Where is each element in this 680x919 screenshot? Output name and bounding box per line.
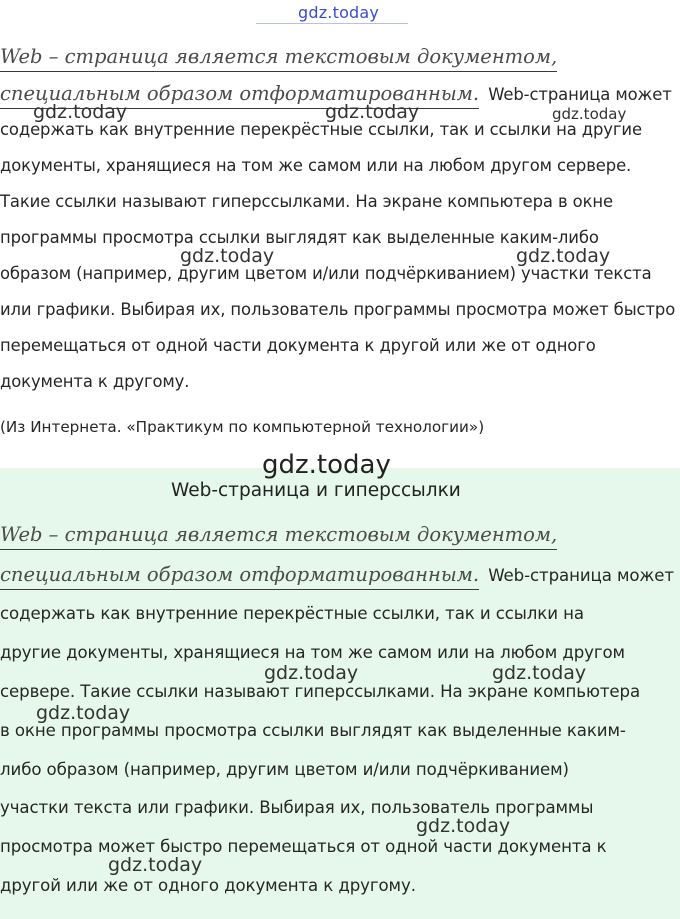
section1-italic-line-2: специальным образом отформатированным. <box>0 82 479 109</box>
top-divider <box>256 23 408 24</box>
section2-text-line: сервере. Такие ссылки называют гиперссылками. На экране компьютера <box>0 682 641 701</box>
watermark: gdz.today <box>325 101 420 123</box>
section1-line-2-rest: Web-страница может <box>488 85 672 104</box>
section1-text-line: документы, хранящиеся на том же самом или на любом другом сервере. <box>0 156 632 175</box>
section1-text-line: или графики. Выбирая их, пользователь программы просмотра может быстро <box>0 300 676 319</box>
section1-text-line: программы просмотра ссылки выглядят как выделенные каким-либо <box>0 228 599 247</box>
watermark: gdz.today <box>416 815 511 837</box>
top-watermark: gdz.today <box>298 3 380 22</box>
watermark: gdz.today <box>36 702 131 724</box>
section1-text-line: документа к другому. <box>0 372 190 391</box>
section2-line-2-rest: Web-страница может <box>488 566 674 585</box>
section1-source: (Из Интернета. «Практикум по компьютерной технологии») <box>0 418 485 436</box>
watermark: gdz.today <box>552 105 627 123</box>
section2-text-line: в окне программы просмотра ссылки выглядят как выделенные каким- <box>0 721 626 740</box>
section1-text-line: Такие ссылки называют гиперссылками. На экране компьютера в окне <box>0 192 613 211</box>
section2-line-2 <box>0 563 674 590</box>
watermark: gdz.today <box>33 101 128 123</box>
watermark: gdz.today <box>264 662 359 684</box>
section1-text-line: образом (например, другим цветом и/или подчёркиванием) участки текста <box>0 264 652 283</box>
section2-italic-line-1: Web – страница является текстовым документом, <box>0 523 557 550</box>
section2-text-line: участки текста или графики. Выбирая их, пользователь программы <box>0 798 594 817</box>
section1-italic-line-1: Web – страница является текстовым документом, <box>0 45 557 72</box>
section2-text-line: просмотра может быстро перемещаться от одной части документа к <box>0 837 607 856</box>
section1-text-line: содержать как внутренние перекрёстные ссылки, так и ссылки на другие <box>0 120 642 139</box>
section2-text-line: другие документы, хранящиеся на том же самом или на любом другом <box>0 643 625 662</box>
watermark: gdz.today <box>180 245 275 267</box>
watermark: gdz.today <box>516 245 611 267</box>
watermark: gdz.today <box>262 450 391 480</box>
section2-title: Web-страница и гиперссылки <box>171 480 461 501</box>
watermark: gdz.today <box>108 854 203 876</box>
section2-text-line: другой или же от одного документа к другому. <box>0 876 416 895</box>
section2-text-line: либо образом (например, другим цветом и/или подчёркиванием) <box>0 760 569 779</box>
watermark: gdz.today <box>492 662 587 684</box>
section2-italic-line-2: специальным образом отформатированным. <box>0 563 479 590</box>
section2-text-line: содержать как внутренние перекрёстные ссылки, так и ссылки на <box>0 604 584 623</box>
section1-text-line: перемещаться от одной части документа к другой или же от одного <box>0 336 596 355</box>
